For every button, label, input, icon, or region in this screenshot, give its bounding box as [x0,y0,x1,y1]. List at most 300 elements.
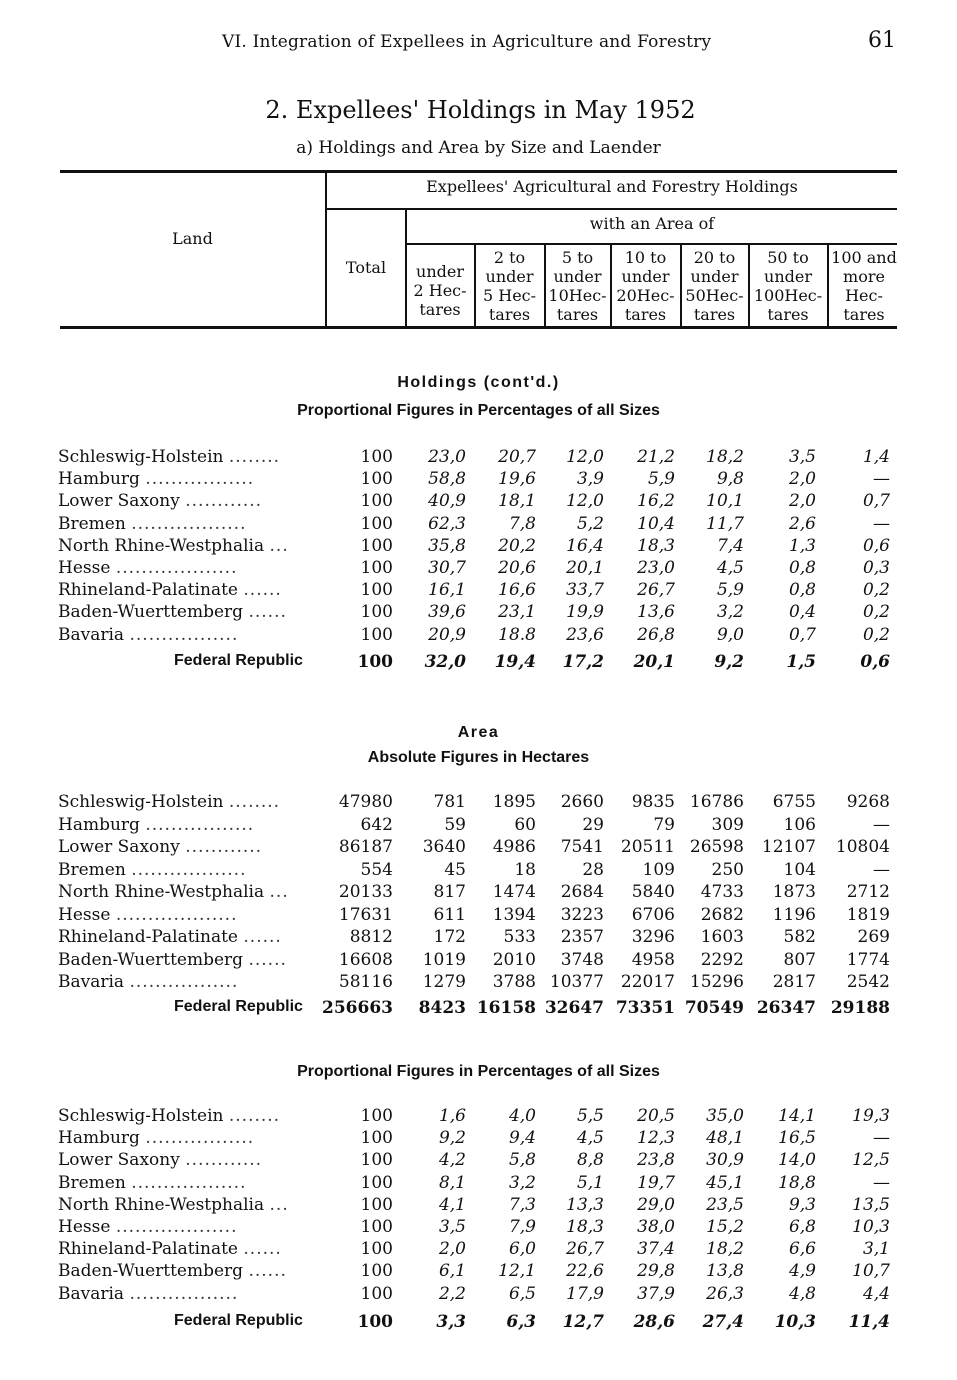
row-label [58,602,287,622]
cell-value: 18 [514,860,536,880]
table-row [0,1261,957,1283]
cell-value: 0,7 [788,625,816,645]
cell-value: 2682 [700,905,744,925]
cell-value: 19,4 [494,652,536,672]
land-name: Hamburg [58,469,140,489]
cell-total: 100 [360,580,393,600]
header-line: 20 to [693,248,736,267]
table-row [0,536,957,558]
table-row-federal [0,652,957,674]
cell-value: 1474 [492,882,536,902]
header-line: more [843,267,885,286]
header-col-2-5 [475,248,544,324]
cell-value: 4958 [631,950,675,970]
header-line: tares [556,305,599,324]
cell-total: 100 [357,652,393,672]
cell-value: 9,0 [716,625,744,645]
cell-total: 8812 [349,927,393,947]
cell-value: 16,6 [498,580,536,600]
land-name: Rhineland-Palatinate [58,580,238,600]
cell-value: 1819 [846,905,890,925]
land-name: Lower Saxony [58,837,180,857]
row-label [58,447,280,467]
cell-value: 18,8 [778,1173,816,1193]
cell-value: — [873,860,890,880]
header-line: tares [767,305,809,324]
header-line: 5 to [561,248,594,267]
cell-value: 7,3 [508,1195,536,1215]
land-name: Lower Saxony [58,491,180,511]
leader-dots: ............ [185,491,263,511]
cell-value: 62,3 [428,514,466,534]
cell-value: 9268 [846,792,890,812]
header-line: tares [843,305,885,324]
cell-value: 15,2 [706,1217,744,1237]
cell-value: 2,0 [438,1239,466,1259]
leader-dots: ................. [129,1284,239,1304]
cell-value: 22,6 [566,1261,604,1281]
row-label [58,860,247,880]
cell-value: 5,9 [647,469,675,489]
page-number: 61 [868,28,896,53]
cell-value: 0,8 [788,580,816,600]
leader-dots: ... [269,882,289,902]
cell-total: 100 [360,1284,393,1304]
table-row [0,927,957,949]
cell-value: 10,3 [852,1217,890,1237]
cell-value: 2357 [560,927,604,947]
cell-value: 0,6 [860,652,890,672]
row-label [58,491,262,511]
cell-value: 4,2 [438,1150,466,1170]
cell-value: 9,2 [714,652,744,672]
section-title-holdings: Holdings (cont'd.) [397,374,560,391]
cell-value: 1774 [846,950,890,970]
cell-value: 39,6 [428,602,466,622]
cell-value: 7,8 [508,514,536,534]
land-name: North Rhine-Westphalia [58,536,265,556]
leader-dots: ................... [115,1217,238,1237]
header-bottom-rule [60,326,897,329]
cell-value: 19,7 [637,1173,675,1193]
cell-value: 3,5 [438,1217,466,1237]
cell-value: 1,3 [788,536,816,556]
cell-value: 10,7 [852,1261,890,1281]
cell-total: 100 [360,625,393,645]
cell-value: 29 [582,815,604,835]
leader-dots: ... [269,1195,289,1215]
leader-dots: .................. [131,1173,247,1193]
row-label [58,815,254,835]
land-name: Lower Saxony [58,1150,180,1170]
cell-value: 2292 [700,950,744,970]
header-line: tares [419,300,461,319]
table-row [0,558,957,580]
cell-value: 18,3 [637,536,675,556]
cell-value: 8,1 [438,1173,466,1193]
cell-value: 12,7 [562,1312,604,1332]
header-group: Expellees' Agricultural and Forestry Holdings [426,177,798,196]
cell-value: 3,5 [788,447,816,467]
cell-value: 0,7 [862,491,890,511]
cell-value: 4733 [700,882,744,902]
land-name: Schleswig-Holstein [58,1106,224,1126]
cell-value: 60 [514,815,536,835]
cell-value: 3,1 [862,1239,890,1259]
header-col-5-10 [545,248,610,324]
land-name: Bavaria [58,972,125,992]
cell-value: 4,4 [862,1284,890,1304]
header-line: tares [624,305,667,324]
header-top-rule [60,170,897,173]
cell-value: 27,4 [702,1312,744,1332]
cell-value: 5,8 [508,1150,536,1170]
cell-value: 2010 [492,950,536,970]
cell-value: 533 [503,927,536,947]
cell-value: 0,4 [788,602,816,622]
cell-value: 19,6 [498,469,536,489]
row-label [174,998,303,1016]
section-subtitle-holdings: Proportional Figures in Percentages of all Sizes [297,402,660,419]
cell-value: 28,6 [633,1312,675,1332]
cell-total: 100 [360,1217,393,1237]
cell-value: 16,2 [637,491,675,511]
cell-value: 14,0 [778,1150,816,1170]
cell-value: 10377 [549,972,604,992]
land-name: Schleswig-Holstein [58,447,224,467]
cell-value: 20,5 [637,1106,675,1126]
land-name: Hamburg [58,1128,140,1148]
table-row [0,1106,957,1128]
cell-value: 0,2 [862,580,890,600]
cell-value: 9835 [631,792,675,812]
land-name: Bavaria [58,625,125,645]
running-head: VI. Integration of Expellees in Agriculture and Forestry [222,32,712,52]
cell-value: 29,0 [637,1195,675,1215]
leader-dots: ........ [228,447,281,467]
land-name: Hesse [58,1217,111,1237]
header-line: 5 Hec- [482,286,537,305]
cell-value: 3748 [560,950,604,970]
cell-value: 26,8 [637,625,675,645]
header-line: 100 and [831,248,897,267]
row-label [58,905,238,925]
row-label [58,792,280,812]
cell-value: 26598 [689,837,744,857]
leader-dots: ................. [145,1128,255,1148]
cell-total: 17631 [338,905,393,925]
cell-total: 86187 [338,837,393,857]
cell-value: 9,3 [788,1195,816,1215]
cell-value: 32,0 [424,652,466,672]
cell-value: 32647 [544,998,604,1018]
land-name: Bavaria [58,1284,125,1304]
header-line: Hec- [845,286,883,305]
leader-dots: ...... [243,1239,282,1259]
cell-value: 10,1 [706,491,744,511]
cell-value: 37,4 [637,1239,675,1259]
cell-value: 9,8 [716,469,744,489]
cell-value: 59 [444,815,466,835]
land-name: Baden-Wuerttemberg [58,1261,244,1281]
cell-value: 23,0 [428,447,466,467]
cell-value: 8423 [418,998,466,1018]
cell-value: 19,9 [566,602,604,622]
cell-value: 16786 [689,792,744,812]
cell-value: 5,5 [576,1106,604,1126]
row-label [58,514,247,534]
cell-value: 269 [857,927,890,947]
table-row [0,815,957,837]
cell-value: 13,3 [566,1195,604,1215]
cell-value: 20,6 [498,558,536,578]
cell-value: — [873,815,890,835]
cell-value: 2,2 [438,1284,466,1304]
cell-value: 26,3 [706,1284,744,1304]
cell-value: 5,1 [576,1173,604,1193]
land-name: Schleswig-Holstein [58,792,224,812]
table-row [0,882,957,904]
row-label [58,950,287,970]
cell-value: 10,3 [774,1312,816,1332]
header-line: 10Hec- [548,286,607,305]
cell-value: 817 [433,882,466,902]
table-row-federal [0,998,957,1020]
cell-value: 0,2 [862,602,890,622]
cell-value: 2660 [560,792,604,812]
cell-value: 11,4 [848,1312,890,1332]
land-name: Rhineland-Palatinate [58,927,238,947]
cell-value: 6706 [631,905,675,925]
leader-dots: .................. [131,514,247,534]
land-name: North Rhine-Westphalia [58,882,265,902]
cell-value: 23,0 [637,558,675,578]
table-row [0,792,957,814]
cell-value: 21,2 [637,447,675,467]
header-line: 10 to [624,248,667,267]
header-line: 2 to [493,248,526,267]
cell-value: 26,7 [637,580,675,600]
cell-value: 70549 [684,998,744,1018]
cell-value: 3,2 [508,1173,536,1193]
cell-value: 15296 [689,972,744,992]
cell-value: 1873 [772,882,816,902]
cell-total: 100 [360,491,393,511]
cell-value: 6755 [772,792,816,812]
header-line: 100Hec- [753,286,823,305]
cell-value: 807 [783,950,816,970]
cell-value: 5,2 [576,514,604,534]
table-row [0,1128,957,1150]
cell-value: 4,5 [576,1128,604,1148]
land-name: Baden-Wuerttemberg [58,950,244,970]
table-row [0,602,957,624]
cell-value: 3788 [492,972,536,992]
cell-total: 100 [360,469,393,489]
cell-value: 12,0 [566,491,604,511]
page-subtitle: a) Holdings and Area by Size and Laender [296,138,661,158]
cell-value: 3,3 [436,1312,466,1332]
cell-value: 38,0 [637,1217,675,1237]
section-title-area: Area [457,724,500,741]
cell-total: 100 [360,1106,393,1126]
cell-value: 9,4 [508,1128,536,1148]
cell-value: 58,8 [428,469,466,489]
row-label [58,1284,238,1304]
row-label [58,972,238,992]
header-line: 50Hec- [685,286,744,305]
table-row-federal [0,1312,957,1334]
leader-dots: ...... [248,602,287,622]
cell-value: 16,1 [428,580,466,600]
cell-value: 106 [783,815,816,835]
cell-value: 0,2 [862,625,890,645]
cell-value: 11,7 [706,514,744,534]
cell-value: 30,7 [428,558,466,578]
cell-value: 16,5 [778,1128,816,1148]
header-group-rule [326,208,897,210]
cell-value: 5840 [631,882,675,902]
cell-value: 18,2 [706,447,744,467]
row-label [58,1173,247,1193]
land-name: Rhineland-Palatinate [58,1239,238,1259]
header-line: under [690,267,739,286]
cell-value: 4,9 [788,1261,816,1281]
cell-value: 13,6 [637,602,675,622]
cell-value: 26,7 [566,1239,604,1259]
cell-value: 10,4 [637,514,675,534]
cell-value: 19,3 [852,1106,890,1126]
row-label [58,1239,282,1259]
cell-value: 45 [444,860,466,880]
cell-value: 3640 [422,837,466,857]
land-name: Federal Republic [174,1312,303,1329]
leader-dots: ...... [248,950,287,970]
header-col-10-20 [611,248,680,324]
header-line: 20Hec- [616,286,675,305]
section-subtitle-area-percent: Proportional Figures in Percentages of all Sizes [297,1063,660,1080]
cell-value: 23,1 [498,602,536,622]
cell-value: 309 [711,815,744,835]
cell-value: 35,8 [428,536,466,556]
cell-value: 7,4 [716,536,744,556]
cell-value: 1,6 [438,1106,466,1126]
cell-value: 4,1 [438,1195,466,1215]
leader-dots: ...... [243,580,282,600]
page-title [0,96,957,124]
row-label [58,1261,287,1281]
cell-value: 1,5 [786,652,816,672]
leader-dots: ... [269,536,289,556]
cell-value: 109 [642,860,675,880]
cell-value: 0,3 [862,558,890,578]
leader-dots: ...... [248,1261,287,1281]
row-label [174,652,303,670]
land-name: Baden-Wuerttemberg [58,602,244,622]
land-name: Hesse [58,905,111,925]
cell-value: 22017 [620,972,675,992]
cell-value: — [873,469,890,489]
cell-value: 1196 [772,905,816,925]
row-label [58,536,289,556]
cell-value: 9,2 [438,1128,466,1148]
cell-value: 20,7 [498,447,536,467]
header-total: Total [345,258,387,277]
cell-value: 13,8 [706,1261,744,1281]
leader-dots: ...... [243,927,282,947]
row-label [58,1128,254,1148]
cell-value: 16158 [476,998,536,1018]
land-name: Federal Republic [174,998,303,1015]
table-row [0,625,957,647]
cell-value: 33,7 [566,580,604,600]
cell-value: 79 [653,815,675,835]
cell-value: 14,1 [778,1106,816,1126]
cell-value: 3,9 [576,469,604,489]
header-col-100-more [828,248,900,324]
cell-value: 2,0 [788,469,816,489]
header-with-area: with an Area of [589,214,715,233]
cell-value: 5,9 [716,580,744,600]
row-label [58,625,238,645]
table-row [0,1150,957,1172]
cell-value: 26347 [756,998,816,1018]
cell-value: 6,1 [438,1261,466,1281]
table-row [0,447,957,469]
header-line: tares [488,305,531,324]
land-name: Bremen [58,860,126,880]
cell-value: 37,9 [637,1284,675,1304]
cell-total: 100 [360,536,393,556]
land-name: Bremen [58,1173,126,1193]
cell-value: 8,8 [576,1150,604,1170]
cell-value: 172 [433,927,466,947]
section-subtitle-area: Absolute Figures in Hectares [367,749,590,766]
cell-value: 1,4 [862,447,890,467]
table-row [0,1284,957,1306]
row-label [58,837,262,857]
table-row [0,905,957,927]
cell-value: 7541 [560,837,604,857]
cell-value: 2712 [846,882,890,902]
row-label [58,558,238,578]
cell-value: 10804 [835,837,890,857]
cell-total: 100 [360,602,393,622]
cell-value: 2817 [772,972,816,992]
leader-dots: ................... [115,905,238,925]
cell-value: 6,0 [508,1239,536,1259]
table-row [0,1217,957,1239]
land-name: North Rhine-Westphalia [58,1195,265,1215]
cell-value: 45,1 [706,1173,744,1193]
cell-value: — [873,1173,890,1193]
cell-value: 29,8 [637,1261,675,1281]
cell-total: 100 [360,1173,393,1193]
row-label [58,469,254,489]
cell-value: 0,6 [862,536,890,556]
header-col-20-50 [681,248,748,324]
cell-value: 2,6 [788,514,816,534]
cell-value: 20,1 [566,558,604,578]
table-row [0,1239,957,1261]
land-name: Hesse [58,558,111,578]
land-name: Federal Republic [174,652,303,669]
row-label [58,882,289,902]
header-line: under [416,262,464,281]
row-label [58,1150,262,1170]
cell-total: 554 [360,860,393,880]
cell-value: 12107 [761,837,816,857]
